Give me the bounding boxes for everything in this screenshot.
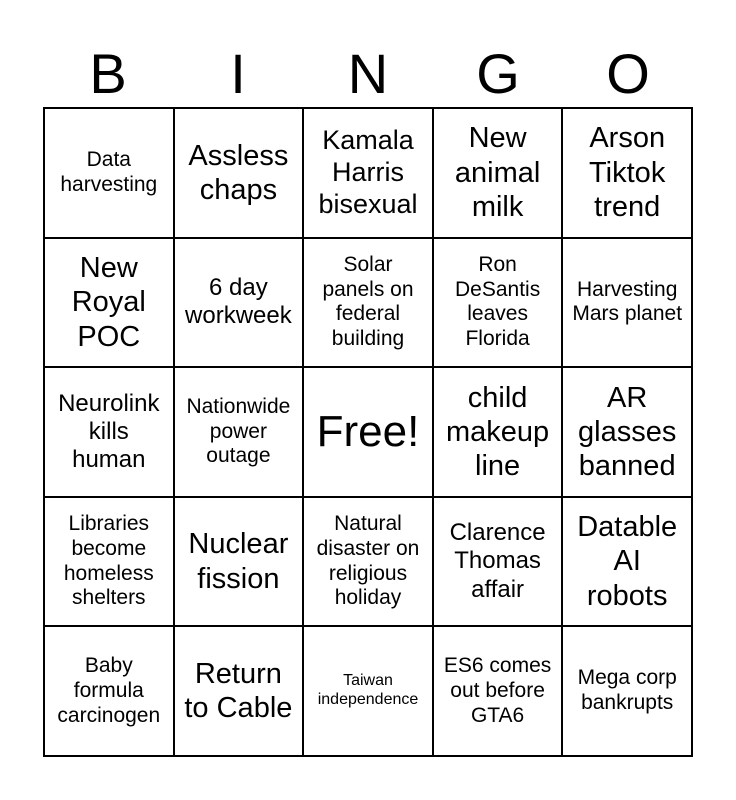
cell-text: Data harvesting <box>60 148 158 196</box>
bingo-cell-r4-c3[interactable] <box>304 498 434 628</box>
bingo-cell-r3-c4[interactable] <box>434 368 564 498</box>
header-letter-n: N <box>347 42 389 105</box>
bingo-cell-r1-c1[interactable] <box>45 109 175 239</box>
cell-text: child makeup line <box>446 381 550 483</box>
header-letter-i: I <box>230 42 246 105</box>
cell-text: Nuclear fission <box>188 528 289 595</box>
cell-text: New Royal POC <box>71 252 146 353</box>
cell-text: Neurolink kills human <box>58 389 160 474</box>
cell-text: Arson Tiktok trend <box>589 122 666 223</box>
header-letter-o: O <box>606 42 650 105</box>
bingo-cell-r1-c3[interactable] <box>304 109 434 239</box>
bingo-cell-r1-c4[interactable] <box>434 109 564 239</box>
bingo-cell-r2-c3[interactable] <box>304 239 434 369</box>
bingo-cell-r3-c2[interactable] <box>175 368 305 498</box>
bingo-cell-r5-c5[interactable] <box>563 627 693 757</box>
header-letter-g: G <box>476 42 520 105</box>
cell-text: Nationwide power outage <box>186 394 291 468</box>
cell-text: Assless chaps <box>188 139 289 206</box>
bingo-cell-r2-c5[interactable] <box>563 239 693 369</box>
bingo-cell-r5-c1[interactable] <box>45 627 175 757</box>
bingo-cell-r5-c2[interactable] <box>175 627 305 757</box>
cell-text: ES6 comes out before GTA6 <box>443 654 552 727</box>
cell-text: Clarence Thomas affair <box>449 519 546 603</box>
cell-text: Solar panels on federal building <box>322 252 414 351</box>
cell-text: Natural disaster on religious holiday <box>316 512 420 610</box>
bingo-cell-r5-c4[interactable] <box>434 627 564 757</box>
bingo-cell-r4-c2[interactable] <box>175 498 305 628</box>
cell-text: Ron DeSantis leaves Florida <box>454 252 541 351</box>
cell-text: Kamala Harris bisexual <box>318 125 418 219</box>
bingo-header <box>43 40 693 108</box>
bingo-cell-r2-c1[interactable] <box>45 239 175 369</box>
cell-text: Taiwan independence <box>317 672 419 709</box>
cell-text: AR glasses banned <box>578 381 677 483</box>
cell-text: Baby formula carcinogen <box>57 654 161 727</box>
bingo-cell-r4-c5[interactable] <box>563 498 693 628</box>
bingo-cell-r5-c3[interactable] <box>304 627 434 757</box>
bingo-board <box>43 107 693 757</box>
bingo-cell-r3-c1[interactable] <box>45 368 175 498</box>
cell-text: Datable AI robots <box>577 511 678 612</box>
free-space-cell[interactable] <box>304 368 434 498</box>
cell-text: Harvesting Mars planet <box>572 277 683 326</box>
cell-text: Return to Cable <box>184 657 293 725</box>
cell-text: New animal milk <box>454 122 541 223</box>
bingo-cell-r2-c2[interactable] <box>175 239 305 369</box>
cell-text: Mega corp bankrupts <box>577 666 677 715</box>
free-space-label: Free! <box>316 407 420 457</box>
bingo-cell-r4-c4[interactable] <box>434 498 564 628</box>
bingo-cell-r3-c5[interactable] <box>563 368 693 498</box>
cell-text: 6 day workweek <box>185 274 292 330</box>
bingo-cell-r1-c5[interactable] <box>563 109 693 239</box>
bingo-cell-r2-c4[interactable] <box>434 239 564 369</box>
bingo-cell-r1-c2[interactable] <box>175 109 305 239</box>
header-letter-b: B <box>89 42 127 105</box>
cell-text: Libraries become homeless shelters <box>63 512 154 610</box>
bingo-cell-r4-c1[interactable] <box>45 498 175 628</box>
